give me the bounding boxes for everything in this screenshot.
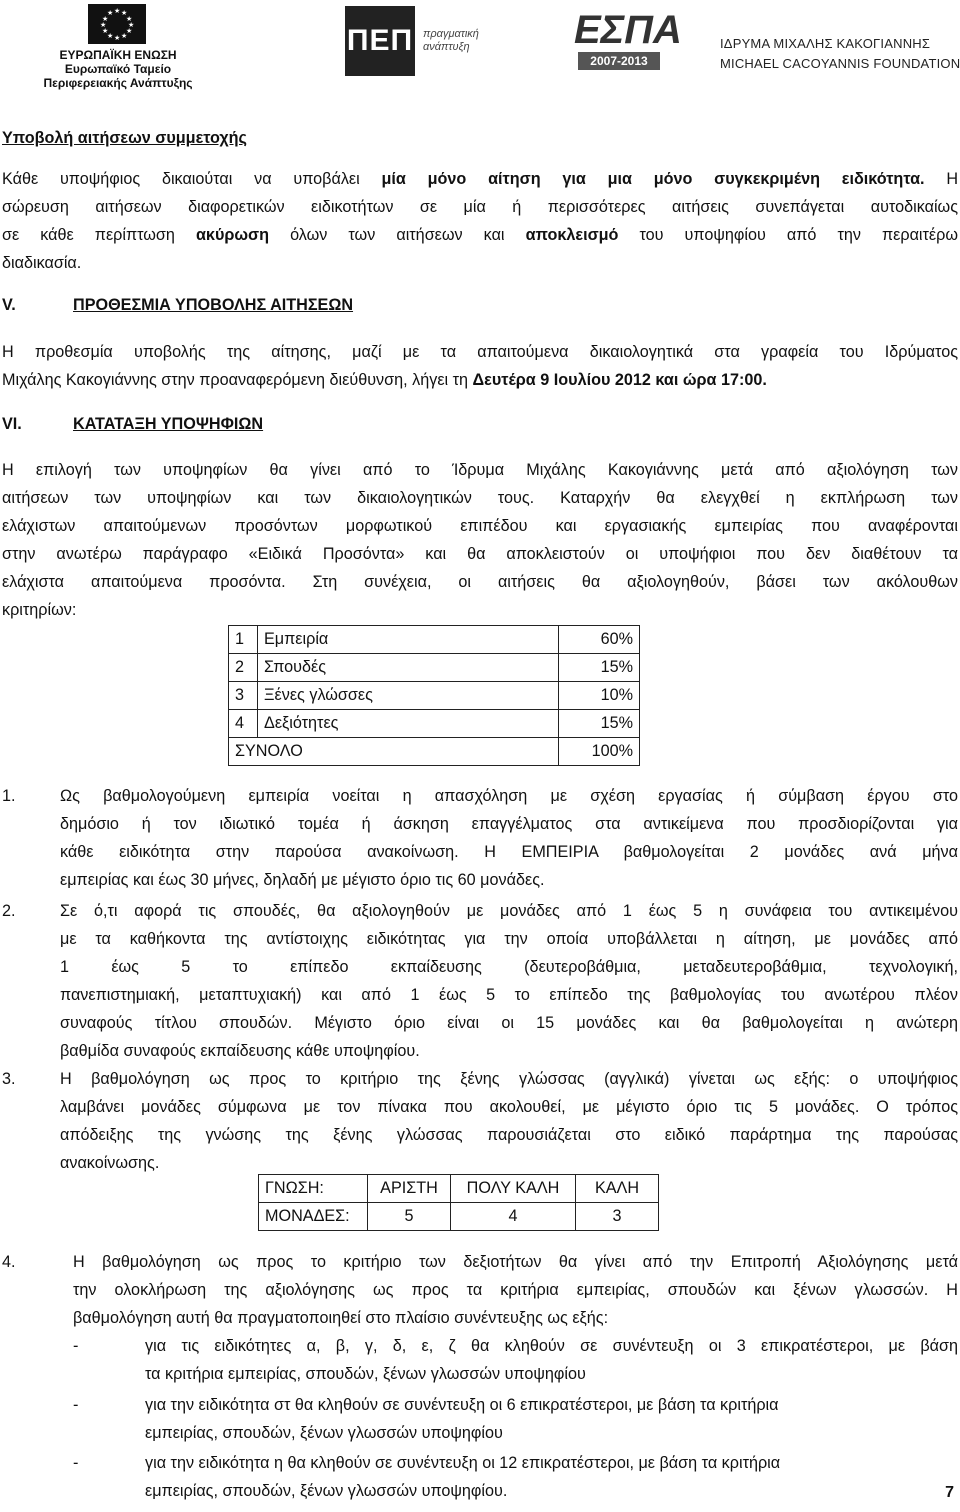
language-header-cell: ΚΑΛΗ — [576, 1175, 659, 1203]
pep-logo — [335, 6, 505, 94]
item-4-line-3: βαθμολόγηση αυτή θα πραγματοποιηθεί στο πλαίσιο συνέντευξης ως εξής: — [73, 1309, 609, 1327]
criteria-pct: 15% — [559, 710, 640, 738]
foundation-logo — [720, 30, 960, 80]
criteria-table — [228, 625, 640, 766]
language-value-cell: 5 — [368, 1203, 451, 1231]
language-table — [258, 1174, 659, 1231]
item-4-line-1: Η βαθμολόγηση ως προς το κριτήριο των δεξιοτήτων θα γίνει από την Επιτροπή Αξιολόγησης μετά — [73, 1253, 958, 1271]
item-2-line-6: βαθμίδα συναφούς εκπαίδευσης κάθε υποψηφίου. — [60, 1042, 420, 1060]
sub-item-1-line-2: τα κριτήρια εμπειρίας, σπουδών, ξένων γλωσσών υποψηφίου — [145, 1365, 586, 1383]
eu-logo-line2: Ευρωπαϊκό Ταμείο — [64, 62, 172, 76]
eu-logo-line3: Περιφερειακής Ανάπτυξης — [43, 76, 193, 90]
table-row — [229, 710, 640, 738]
espa-logo-word: ΕΣΠΑ — [574, 8, 682, 52]
section-v-title: ΠΡΟΘΕΣΜΙΑ ΥΠΟΒΟΛΗΣ ΑΙΤΗΣΕΩΝ — [73, 296, 354, 314]
item-2-line-5: συναφούς τίτλου σπουδών. Μέγιστο όριο είναι οι 15 μονάδες και θα βαθμολογείται η ανώτερη — [60, 1014, 958, 1032]
item-1-number: 1. — [2, 787, 16, 805]
sub-item-3-line-2: εμπειρίας, σπουδών, ξένων γλωσσών υποψηφίου. — [145, 1482, 508, 1500]
sub-item-3-line-1: για την ειδικότητα η θα κληθούν σε συνέντευξη οι 12 επικρατέστεροι, με βάση τα κριτήρια — [145, 1454, 781, 1472]
pep-logo-text: πραγματική ανάπτυξη — [423, 28, 479, 53]
item-1-line-1: Ως βαθμολογούμενη εμπειρία νοείται η απασχόληση με σχέση εργασίας ή σύμβαση έργου στο — [60, 787, 958, 805]
criteria-name: Σπουδές — [258, 654, 559, 682]
item-3-line-3: απόδειξης της γνώσης της ξένης γλώσσας παρουσιάζεται στο ειδικό παράρτημα της παρούσας — [60, 1126, 958, 1144]
sub-item-2-line-1: για την ειδικότητα στ θα κληθούν σε συνέντευξη οι 6 επικρατέστεροι, με βάση τα κριτήρια — [145, 1396, 779, 1414]
item-2-line-4: πανεπιστημιακή, μεταπτυχιακή) και από 1 έως 5 το επίπεδο της βαθμολογίας του ανωτέρου πλέον — [60, 986, 958, 1004]
foundation-logo-line1: ΙΔΡΥΜΑ ΜΙΧΑΛΗΣ ΚΑΚΟΓΙΑΝΝΗΣ — [720, 36, 931, 51]
submission-line-3: σε κάθε περίπτωση ακύρωση όλων των αιτήσεων και αποκλεισμό του υποψηφίου από την περαιτέρω — [2, 226, 958, 244]
criteria-name: Δεξιότητες — [258, 710, 559, 738]
submission-title: Υποβολή αιτήσεων συμμετοχής — [2, 129, 247, 147]
item-1-line-4: εμπειρίας και έως 30 μήνες, δηλαδή με μέγιστο όριο τις 60 μονάδες. — [60, 871, 545, 889]
section-vi-number: VI. — [2, 415, 22, 433]
espa-logo-years: 2007-2013 — [578, 52, 660, 70]
language-values-label: ΜΟΝΑΔΕΣ: — [259, 1203, 368, 1231]
criteria-total-label: ΣΥΝΟΛΟ — [229, 738, 559, 766]
ranking-line-1: Η επιλογή των υποψηφίων θα γίνει από το Ίδρυμα Μιχάλης Κακογιάννης μετά από αξιολόγηση των — [2, 461, 958, 479]
deadline-line-2: Μιχάλης Κακογιάννης στην προαναφερόμενη διεύθυνση, λήγει τη Δευτέρα 9 Ιουλίου 2012 και ώρα 17:00. — [2, 371, 767, 389]
table-row — [259, 1175, 659, 1203]
table-row — [229, 682, 640, 710]
sub-item-2-line-2: εμπειρίας, σπουδών, ξένων γλωσσών υποψηφίου — [145, 1424, 503, 1442]
item-3-number: 3. — [2, 1070, 16, 1088]
criteria-total-pct: 100% — [559, 738, 640, 766]
item-2-line-3: 1 έως 5 το επίπεδο εκπαίδευσης (δευτεροβάθμια, μεταδευτεροβάθμια, τεχνολογική, — [60, 958, 958, 976]
deadline-line-1: Η προθεσμία υποβολής της αίτησης, μαζί με τα απαιτούμενα δικαιολογητικά στα γραφεία του Ιδρύματος — [2, 343, 958, 361]
table-row — [229, 654, 640, 682]
eu-logo-line1: ΕΥΡΩΠΑΪΚΗ ΕΝΩΣΗ — [59, 48, 177, 62]
item-4-line-2: την ολοκλήρωση της αξιολόγησης ως προς τα κριτήρια εμπειρίας, σπουδών και ξένων γλωσσών. Η — [73, 1281, 958, 1299]
table-row — [259, 1203, 659, 1231]
language-header-cell: ΑΡΙΣΤΗ — [368, 1175, 451, 1203]
criteria-pct: 60% — [559, 626, 640, 654]
submission-line-4: διαδικασία. — [2, 254, 82, 272]
sub-item-2-dash: - — [73, 1396, 79, 1414]
eu-logo — [28, 4, 208, 94]
header-logos — [0, 0, 960, 100]
item-3-line-1: Η βαθμολόγηση ως προς το κριτήριο της ξένης γλώσσας (αγγλικά) γίνεται ως εξής: ο υποψήφιος — [60, 1070, 958, 1088]
section-vi-title: ΚΑΤΑΤΑΞΗ ΥΠΟΨΗΦΙΩΝ — [73, 415, 264, 433]
criteria-num: 2 — [229, 654, 258, 682]
item-1-line-3: κάθε ειδικότητα στην παρούσα ανακοίνωση. Η ΕΜΠΕΙΡΙΑ βαθμολογείται 2 μονάδες ανά μήνα — [60, 843, 958, 861]
criteria-pct: 15% — [559, 654, 640, 682]
ranking-line-3: ελάχιστων απαιτούμενων προσόντων μορφωτικού επιπέδου και εργασιακής εμπειρίας που αναφέρονται — [2, 517, 958, 535]
section-v-number: V. — [2, 296, 16, 314]
submission-line-2: σώρευση αιτήσεων διαφορετικών ειδικοτήτων σε μία ή περισσότερες αιτήσεις συνεπάγεται αυτοδικαίως — [2, 198, 958, 216]
ranking-line-5: ελάχιστα απαιτούμενα προσόντα. Στη συνέχεια, οι αιτήσεις θα αξιολογηθούν, βάσει των ακόλουθων — [2, 573, 958, 591]
item-2-line-1: Σε ό,τι αφορά τις σπουδές, θα αξιολογηθούν με μονάδες από 1 έως 5 η συνάφεια του αντικειμένου — [60, 902, 958, 920]
item-4-number: 4. — [2, 1253, 16, 1271]
sub-item-1-line-1: για τις ειδικότητες α, β, γ, δ, ε, ζ θα κληθούν σε συνέντευξη οι 3 επικρατέστεροι, με βάση — [145, 1337, 958, 1355]
criteria-num: 4 — [229, 710, 258, 738]
item-3-line-2: λαμβάνει μονάδες σύμφωνα με τον πίνακα που ακολουθεί, με μέγιστο όριο τις 5 μονάδες. Ο τρόπος — [60, 1098, 958, 1116]
foundation-logo-line2: MICHAEL CACOYANNIS FOUNDATION — [720, 56, 960, 71]
language-value-cell: 4 — [451, 1203, 576, 1231]
language-header-cell: ΠΟΛΥ ΚΑΛΗ — [451, 1175, 576, 1203]
espa-logo — [560, 8, 690, 92]
criteria-name: Εμπειρία — [258, 626, 559, 654]
item-3-line-4: ανακοίνωσης. — [60, 1154, 160, 1172]
criteria-num: 3 — [229, 682, 258, 710]
table-row-total — [229, 738, 640, 766]
pep-logo-abbr: ΠΕΠ — [345, 6, 415, 76]
item-2-number: 2. — [2, 902, 16, 920]
item-2-line-2: με τα καθήκοντα της αντίστοιχης ειδικότητας για την οποία υποβάλλεται η αίτηση, με μονάδες από — [60, 930, 958, 948]
criteria-pct: 10% — [559, 682, 640, 710]
language-header-label: ΓΝΩΣΗ: — [259, 1175, 368, 1203]
item-1-line-2: δημόσιο ή τον ιδιωτικό τομέα ή άσκηση επαγγέλματος στα αντικείμενα που προσδιορίζονται για — [60, 815, 958, 833]
table-row — [229, 626, 640, 654]
ranking-line-6: κριτηρίων: — [2, 601, 77, 619]
eu-flag-icon: ★ ★ ★ ★ ★ ★ ★ ★ ★ ★ ★ ★ — [88, 4, 146, 44]
criteria-name: Ξένες γλώσσες — [258, 682, 559, 710]
sub-item-3-dash: - — [73, 1454, 79, 1472]
submission-line-1: Κάθε υποψήφιος δικαιούται να υποβάλει μία μόνο αίτηση για μια μόνο συγκεκριμένη ειδικότητα. Η — [2, 170, 959, 188]
criteria-num: 1 — [229, 626, 258, 654]
sub-item-1-dash: - — [73, 1337, 79, 1355]
page-number: 7 — [945, 1484, 954, 1501]
ranking-line-2: αιτήσεων των υποψηφίων και των δικαιολογητικών τους. Καταρχήν θα ελεγχθεί η εκπλήρωση των — [2, 489, 958, 507]
ranking-line-4: στην ανωτέρω παράγραφο «Ειδικά Προσόντα» και θα αποκλειστούν οι υποψήφιοι που δεν διαθέτουν τα — [2, 545, 958, 563]
language-value-cell: 3 — [576, 1203, 659, 1231]
